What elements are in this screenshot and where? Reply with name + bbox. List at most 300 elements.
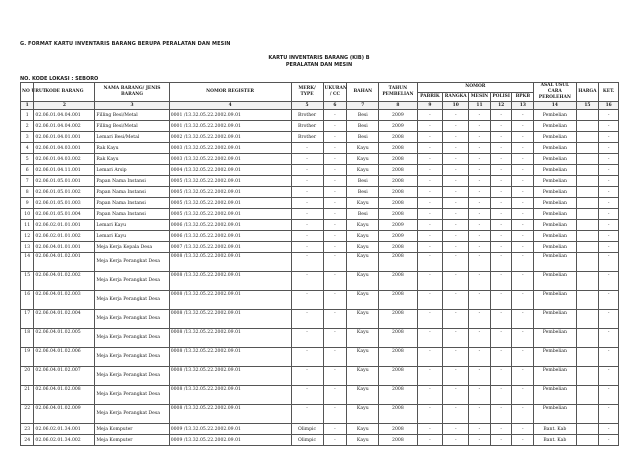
pabrik-cell: - [417,310,443,329]
mesin-cell: - [469,132,491,143]
register-cell: 0005 /13.32.05.22.2002.09.01 [169,176,291,187]
register-cell: 0008 /13.32.05.22.2002.09.01 [169,253,291,272]
ket-cell: - [599,253,619,272]
register-cell: 0007 /13.32.05.22.2002.09.01 [169,242,291,253]
bpkb-cell: - [512,424,534,435]
bahan-cell: Kayu [347,198,379,209]
asal-usul-cell: Pembelian [534,165,576,176]
polisi-cell: - [490,209,512,220]
register-cell: 0009 /13.32.05.22.2002.09.01 [169,424,291,435]
register-cell: 0006 /13.32.05.22.2002.09.01 [169,220,291,231]
ukuran-cell: - [323,209,347,220]
kode-barang-cell: 02.06.02.01.01.002 [34,231,95,242]
table-row [21,348,619,367]
asal-usul-cell: Pembelian [534,386,576,405]
pabrik-cell: - [417,143,443,154]
polisi-cell: - [490,367,512,386]
header-no-urut: NO URUT [21,83,34,102]
merk-cell: - [291,291,323,310]
kode-barang-cell: 02.06.04.01.02.006 [34,348,95,367]
table-row [21,220,619,231]
harga-cell [576,329,599,348]
merk-cell: - [291,198,323,209]
row-number: 10 [21,209,34,220]
mesin-cell: - [469,253,491,272]
asal-usul-cell: Pembelian [534,367,576,386]
polisi-cell: - [490,110,512,121]
rangka-cell: - [443,231,469,242]
column-number: 3 [95,102,169,110]
ukuran-cell: - [323,176,347,187]
asal-usul-cell: Pembelian [534,310,576,329]
bpkb-cell: - [512,154,534,165]
kode-barang-cell: 02.06.04.01.02.007 [34,367,95,386]
ket-cell: - [599,329,619,348]
asal-usul-cell: Bant. Kab [534,424,576,435]
bpkb-cell: - [512,242,534,253]
kode-barang-cell: 02.06.04.01.02.009 [34,405,95,424]
bahan-cell: Kayu [347,154,379,165]
tahun-cell: 2008 [379,132,417,143]
kode-barang-cell: 02.06.01.04.11.001 [34,165,95,176]
ket-cell: - [599,348,619,367]
bahan-cell: Kayu [347,165,379,176]
tahun-cell: 2008 [379,424,417,435]
pabrik-cell: - [417,176,443,187]
bahan-cell: Kayu [347,329,379,348]
merk-cell: - [291,154,323,165]
harga-cell [576,435,599,446]
tahun-cell: 2008 [379,242,417,253]
tahun-cell: 2009 [379,220,417,231]
asal-usul-cell: Pembelian [534,176,576,187]
register-cell: 0008 /13.32.05.22.2002.09.01 [169,348,291,367]
pabrik-cell: - [417,121,443,132]
column-number: 1 [21,102,34,110]
pabrik-cell: - [417,231,443,242]
table-row [21,405,619,424]
header-nomor-register: NOMOR REGISTER [169,83,291,102]
ket-cell: - [599,231,619,242]
column-number: 14 [534,102,576,110]
rangka-cell: - [443,121,469,132]
nama-barang-cell: Papan Nama Instansi [95,209,169,220]
nama-barang-cell: Filling Besi/Metal [95,110,169,121]
kode-barang-cell: 02.06.02.01.34.001 [34,424,95,435]
harga-cell [576,220,599,231]
header-nama-barang: NAMA BARANG/ JENIS BARANG [95,83,169,102]
document-title: KARTU INVENTARIS BARANG (KIB) B [268,55,370,61]
nama-barang-cell: Meja Komputer [95,424,169,435]
pabrik-cell: - [417,198,443,209]
register-cell: 0003 /13.32.05.22.2002.09.01 [169,143,291,154]
bahan-cell: Kayu [347,253,379,272]
polisi-cell: - [490,424,512,435]
table-row [21,272,619,291]
harga-cell [576,310,599,329]
ukuran-cell: - [323,310,347,329]
harga-cell [576,209,599,220]
mesin-cell: - [469,143,491,154]
nama-barang-cell: Filling Besi/Metal [95,121,169,132]
pabrik-cell: - [417,291,443,310]
mesin-cell: - [469,367,491,386]
pabrik-cell: - [417,187,443,198]
ukuran-cell: - [323,110,347,121]
merk-cell: - [291,348,323,367]
ukuran-cell: - [323,348,347,367]
rangka-cell: - [443,291,469,310]
rangka-cell: - [443,143,469,154]
register-cell: 0008 /13.32.05.22.2002.09.01 [169,405,291,424]
table-row [21,253,619,272]
bahan-cell: Besi [347,187,379,198]
pabrik-cell: - [417,435,443,446]
header-ukuran-cc: UKURAN / CC [323,83,347,102]
bahan-cell: Kayu [347,143,379,154]
table-row [21,154,619,165]
ket-cell: - [599,165,619,176]
bpkb-cell: - [512,143,534,154]
bpkb-cell: - [512,272,534,291]
nama-barang-line2: Meja Kerja Perangkat Desa [96,373,160,378]
section-title: G. FORMAT KARTU INVENTARIS BARANG BERUPA PERALATAN DAN MESIN [20,41,231,47]
rangka-cell: - [443,424,469,435]
tahun-cell: 2009 [379,231,417,242]
table-row [21,424,619,435]
nama-barang-cell [95,291,169,310]
bpkb-cell: - [512,435,534,446]
kode-barang-cell: 02.06.04.01.02.002 [34,272,95,291]
column-number: 9 [417,102,443,110]
harga-cell [576,272,599,291]
nama-barang-line2: Meja Kerja Perangkat Desa [96,354,160,359]
mesin-cell: - [469,220,491,231]
kode-barang-cell: 02.06.01.05.01.002 [34,187,95,198]
tahun-cell: 2008 [379,198,417,209]
row-number: 5 [21,154,34,165]
bpkb-cell: - [512,110,534,121]
kode-barang-cell: 02.06.04.01.02.003 [34,291,95,310]
table-body [21,110,619,446]
register-cell: 0005 /13.32.05.22.2002.09.01 [169,198,291,209]
mesin-cell: - [469,405,491,424]
row-number: 7 [21,176,34,187]
polisi-cell: - [490,405,512,424]
ukuran-cell: - [323,187,347,198]
ket-cell: - [599,143,619,154]
nama-barang-line2: Meja Kerja Perangkat Desa [96,411,160,416]
mesin-cell: - [469,291,491,310]
row-number: 6 [21,165,34,176]
mesin-cell: - [469,329,491,348]
pabrik-cell: - [417,220,443,231]
ukuran-cell: - [323,242,347,253]
rangka-cell: - [443,253,469,272]
ukuran-cell: - [323,253,347,272]
kode-barang-cell: 02.06.01.05.01.001 [34,176,95,187]
harga-cell [576,198,599,209]
rangka-cell: - [443,310,469,329]
rangka-cell: - [443,132,469,143]
table-row [21,310,619,329]
kode-barang-cell: 02.06.04.01.01.001 [34,242,95,253]
column-number: 5 [291,102,323,110]
mesin-cell: - [469,198,491,209]
tahun-cell: 2008 [379,435,417,446]
row-number: 23 [21,424,34,435]
bpkb-cell: - [512,253,534,272]
mesin-cell: - [469,121,491,132]
harga-cell [576,291,599,310]
nama-barang-cell: Lemari Arsip [95,165,169,176]
tahun-cell: 2008 [379,329,417,348]
nama-barang-cell [95,310,169,329]
pabrik-cell: - [417,132,443,143]
ket-cell: - [599,209,619,220]
row-number: 24 [21,435,34,446]
mesin-cell: - [469,187,491,198]
bpkb-cell: - [512,291,534,310]
ket-cell: - [599,242,619,253]
merk-cell: Olimpic [291,424,323,435]
asal-usul-cell: Pembelian [534,110,576,121]
polisi-cell: - [490,253,512,272]
kode-barang-cell: 02.06.04.01.02.005 [34,329,95,348]
rangka-cell: - [443,209,469,220]
mesin-cell: - [469,176,491,187]
table-row [21,198,619,209]
ukuran-cell: - [323,272,347,291]
bpkb-cell: - [512,132,534,143]
asal-usul-cell: Pembelian [534,121,576,132]
bpkb-cell: - [512,121,534,132]
ket-cell: - [599,121,619,132]
bpkb-cell: - [512,187,534,198]
nama-barang-cell [95,253,169,272]
ukuran-cell: - [323,367,347,386]
tahun-cell: 2008 [379,272,417,291]
kode-barang-cell: 02.06.01.05.01.004 [34,209,95,220]
pabrik-cell: - [417,165,443,176]
nama-barang-line2: Meja Kerja Perangkat Desa [96,297,160,302]
harga-cell [576,405,599,424]
table-row [21,176,619,187]
kode-barang-cell: 02.06.04.01.02.008 [34,386,95,405]
nama-barang-cell: Papan Nama Instansi [95,198,169,209]
merk-cell: - [291,143,323,154]
harga-cell [576,110,599,121]
merk-cell: - [291,209,323,220]
rangka-cell: - [443,242,469,253]
pabrik-cell: - [417,348,443,367]
ket-cell: - [599,154,619,165]
asal-usul-cell: Pembelian [534,242,576,253]
column-number: 15 [576,102,599,110]
nama-barang-cell: Rak Kayu [95,154,169,165]
row-number: 17 [21,310,34,329]
nama-barang-cell [95,272,169,291]
asal-usul-cell: Pembelian [534,253,576,272]
nama-barang-cell: Lemari Kayu [95,220,169,231]
nama-barang-cell: Rak Kayu [95,143,169,154]
row-number: 11 [21,220,34,231]
column-number: 13 [512,102,534,110]
row-number: 8 [21,187,34,198]
header-harga: HARGA [576,83,599,102]
register-cell: 0009 /13.32.05.22.2002.09.01 [169,435,291,446]
header-row-1 [21,83,619,93]
harga-cell [576,253,599,272]
row-number: 15 [21,272,34,291]
register-cell: 0003 /13.32.05.22.2002.09.01 [169,154,291,165]
merk-cell: - [291,242,323,253]
pabrik-cell: - [417,405,443,424]
pabrik-cell: - [417,329,443,348]
polisi-cell: - [490,310,512,329]
row-number: 22 [21,405,34,424]
ket-cell: - [599,272,619,291]
kode-barang-cell: 02.06.01.04.04.002 [34,121,95,132]
polisi-cell: - [490,291,512,310]
nama-barang-line2: Meja Kerja Perangkat Desa [96,278,160,283]
column-number: 16 [599,102,619,110]
ket-cell: - [599,424,619,435]
table-row [21,165,619,176]
bahan-cell: Besi [347,176,379,187]
tahun-cell: 2008 [379,310,417,329]
tahun-cell: 2008 [379,154,417,165]
header-ket: KET. [599,83,619,102]
bahan-cell: Kayu [347,231,379,242]
column-number-row [21,102,619,110]
register-cell: 0008 /13.32.05.22.2002.09.01 [169,367,291,386]
register-cell: 0008 /13.32.05.22.2002.09.01 [169,329,291,348]
mesin-cell: - [469,348,491,367]
ket-cell: - [599,110,619,121]
ket-cell: - [599,435,619,446]
rangka-cell: - [443,272,469,291]
harga-cell [576,143,599,154]
ukuran-cell: - [323,132,347,143]
ukuran-cell: - [323,165,347,176]
merk-cell: Brother [291,121,323,132]
ket-cell: - [599,367,619,386]
header-tahun-pembelian: TAHUN PEMBELIAN [379,83,417,102]
asal-usul-cell: Pembelian [534,198,576,209]
merk-cell: - [291,329,323,348]
harga-cell [576,242,599,253]
mesin-cell: - [469,310,491,329]
polisi-cell: - [490,386,512,405]
location-code: NO. KODE LOKASI : SEBORO [20,76,99,82]
header-rangka: RANGKA [443,92,469,102]
rangka-cell: - [443,198,469,209]
register-cell: 0008 /13.32.05.22.2002.09.01 [169,386,291,405]
harga-cell [576,424,599,435]
kode-barang-cell: 02.06.01.05.01.003 [34,198,95,209]
nama-barang-cell [95,386,169,405]
ket-cell: - [599,176,619,187]
mesin-cell: - [469,272,491,291]
asal-usul-cell: Pembelian [534,187,576,198]
table-row [21,121,619,132]
header-merk-type: MERK/ TYPE [291,83,323,102]
header-bpkb: BPKB [512,92,534,102]
merk-cell: - [291,220,323,231]
table-row [21,367,619,386]
merk-cell: - [291,176,323,187]
pabrik-cell: - [417,110,443,121]
harga-cell [576,367,599,386]
tahun-cell: 2008 [379,165,417,176]
pabrik-cell: - [417,253,443,272]
bpkb-cell: - [512,405,534,424]
bahan-cell: Kayu [347,367,379,386]
merk-cell: Brother [291,110,323,121]
document-subtitle: PERALATAN DAN MESIN [285,62,353,68]
pabrik-cell: - [417,272,443,291]
polisi-cell: - [490,143,512,154]
bahan-cell: Kayu [347,242,379,253]
column-number: 6 [323,102,347,110]
asal-usul-cell: Pembelian [534,209,576,220]
bpkb-cell: - [512,176,534,187]
register-cell: 0005 /13.32.05.22.2002.09.01 [169,187,291,198]
kode-barang-cell: 02.06.01.04.04.001 [34,110,95,121]
ukuran-cell: - [323,435,347,446]
harga-cell [576,176,599,187]
tahun-cell: 2009 [379,110,417,121]
register-cell: 0004 /13.32.05.22.2002.09.01 [169,165,291,176]
table-row [21,110,619,121]
polisi-cell: - [490,329,512,348]
rangka-cell: - [443,165,469,176]
tahun-cell: 2008 [379,209,417,220]
merk-cell: - [291,310,323,329]
rangka-cell: - [443,220,469,231]
bpkb-cell: - [512,165,534,176]
ket-cell: - [599,220,619,231]
bahan-cell: Kayu [347,310,379,329]
rangka-cell: - [443,154,469,165]
asal-usul-cell: Pembelian [534,132,576,143]
tahun-cell: 2008 [379,291,417,310]
column-number: 4 [169,102,291,110]
tahun-cell: 2008 [379,348,417,367]
asal-usul-cell: Pembelian [534,231,576,242]
bahan-cell: Kayu [347,386,379,405]
table-row [21,187,619,198]
nama-barang-cell: Lemari Besi/Metal [95,132,169,143]
table-row [21,242,619,253]
harga-cell [576,132,599,143]
tahun-cell: 2008 [379,367,417,386]
ket-cell: - [599,310,619,329]
polisi-cell: - [490,348,512,367]
bpkb-cell: - [512,310,534,329]
register-cell: 0006 /13.32.05.22.2002.09.01 [169,231,291,242]
header-polisi: POLISI [490,92,512,102]
register-cell: 0008 /13.32.05.22.2002.09.01 [169,272,291,291]
rangka-cell: - [443,329,469,348]
column-number: 12 [490,102,512,110]
pabrik-cell: - [417,242,443,253]
bahan-cell: Kayu [347,220,379,231]
header-asal-usul: ASAL USUL CARA PEROLEHAN [534,83,576,102]
mesin-cell: - [469,424,491,435]
polisi-cell: - [490,435,512,446]
